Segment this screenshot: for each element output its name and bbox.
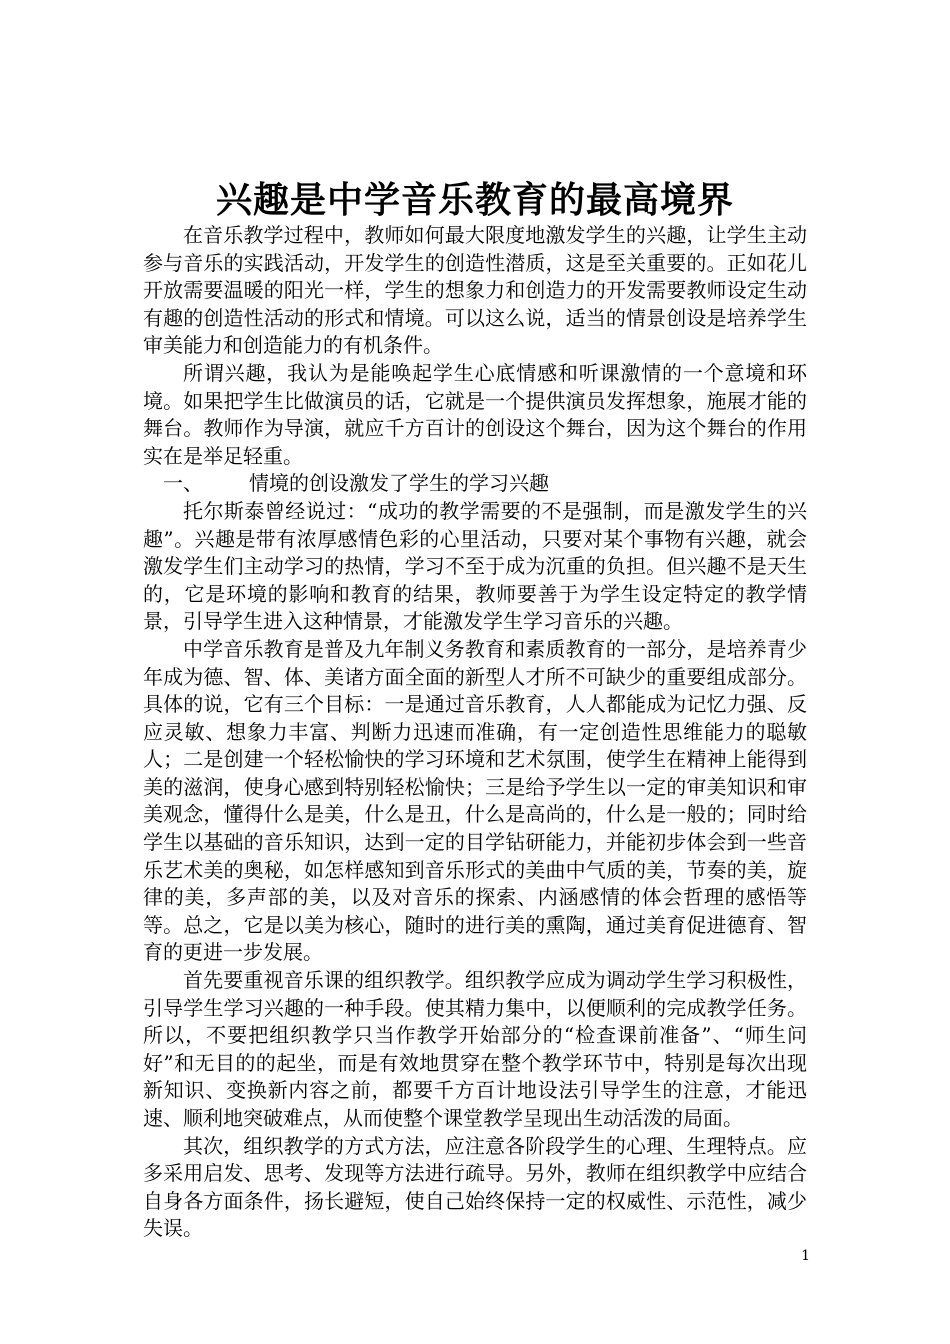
document-title: 兴趣是中学音乐教育的最高境界 bbox=[215, 179, 734, 221]
paragraph-organization: 首先要重视音乐课的组织教学。组织教学应成为调动学生学习积极性，引导学生学习兴趣的一种手段。使其精力集中，以便顺利的完成教学任务。所以，不要把组织教学只当作教学开始部分的“检查课前准备”、“师生问好”和无目的的起坐，而是有效地贯穿在整个教学环节中，特别是每次出现新知识、变换新内容之前，都要千方百计地设法引导学生的注意，才能迅速、顺利地突破难点，从而使整个课堂教学呈现出生动活泼的局面。 bbox=[143, 968, 807, 1130]
paragraph-goals: 中学音乐教育是普及九年制义务教育和素质教育的一部分，是培养青少年成为德、智、体、美诸方面全面的新型人才所不可缺少的重要组成部分。具体的说，它有三个目标：一是通过音乐教育，人人都能成为记忆力强、反应灵敏、想象力丰富、判断力迅速而准确，有一定创造性思维能力的聪敏人；二是创建一个轻松愉快的学习环境和艺术氛围，使学生在精神上能得到美的滋润，使身心感到特别轻松愉快；三是给予学生以一定的审美知识和审美观念，懂得什么是美，什么是丑，什么是高尚的，什么是一般的；同时给学生以基础的音乐知识，达到一定的目学钻研能力，并能初步体会到一些音乐艺术美的奥秘，如怎样感知到音乐形式的美曲中气质的美，节奏的美，旋律的美，多声部的美，以及对音乐的探索、内涵感情的体会哲理的感悟等等。总之，它是以美为核心，随时的进行美的熏陶，通过美育促进德育、智育的更进一步发展。 bbox=[143, 636, 807, 965]
paragraph-definition: 所谓兴趣，我认为是能唤起学生心底情感和听课激情的一个意境和环境。如果把学生比做演员的话，它就是一个提供演员发挥想象，施展才能的舞台。教师作为导演，就应千方百计的创设这个舞台，因为这个舞台的作用实在是举足轻重。 bbox=[143, 360, 807, 468]
document-body bbox=[143, 222, 807, 1243]
section-number: 一、 bbox=[163, 471, 203, 496]
paragraph-methods: 其次，组织教学的方式方法，应注意各阶段学生的心理、生理特点。应多采用启发、思考、发现等方法进行疏导。另外，教师在组织教学中应结合自身各方面条件，扬长避短，使自己始终保持一定的权威性、示范性，减少失误。 bbox=[143, 1133, 807, 1241]
paragraph-tolstoy: 托尔斯泰曾经说过：“成功的教学需要的不是强制，而是激发学生的兴趣”。兴趣是带有浓厚感情色彩的心里活动，只要对某个事物有兴趣，就会激发学生们主动学习的热情，学习不至于成为沉重的负担。但兴趣不是天生的，它是环境的影响和教育的结果，教师要善于为学生设定特定的教学情景，引导学生进入这种情景，才能激发学生学习音乐的兴趣。 bbox=[143, 498, 807, 634]
page-number: 1 bbox=[801, 1248, 810, 1264]
section-heading bbox=[143, 470, 807, 498]
paragraph-intro: 在音乐教学过程中，教师如何最大限度地激发学生的兴趣，让学生主动参与音乐的实践活动，开发学生的创造性潜质，这是至关重要的。正如花儿开放需要温暖的阳光一样，学生的想象力和创造力的开发需要教师设定生动有趣的创造性活动的形式和情境。可以这么说，适当的情景创设是培养学生审美能力和创造能力的有机条件。 bbox=[143, 223, 807, 358]
section-heading-text: 情境的创设激发了学生的学习兴趣 bbox=[249, 471, 549, 496]
